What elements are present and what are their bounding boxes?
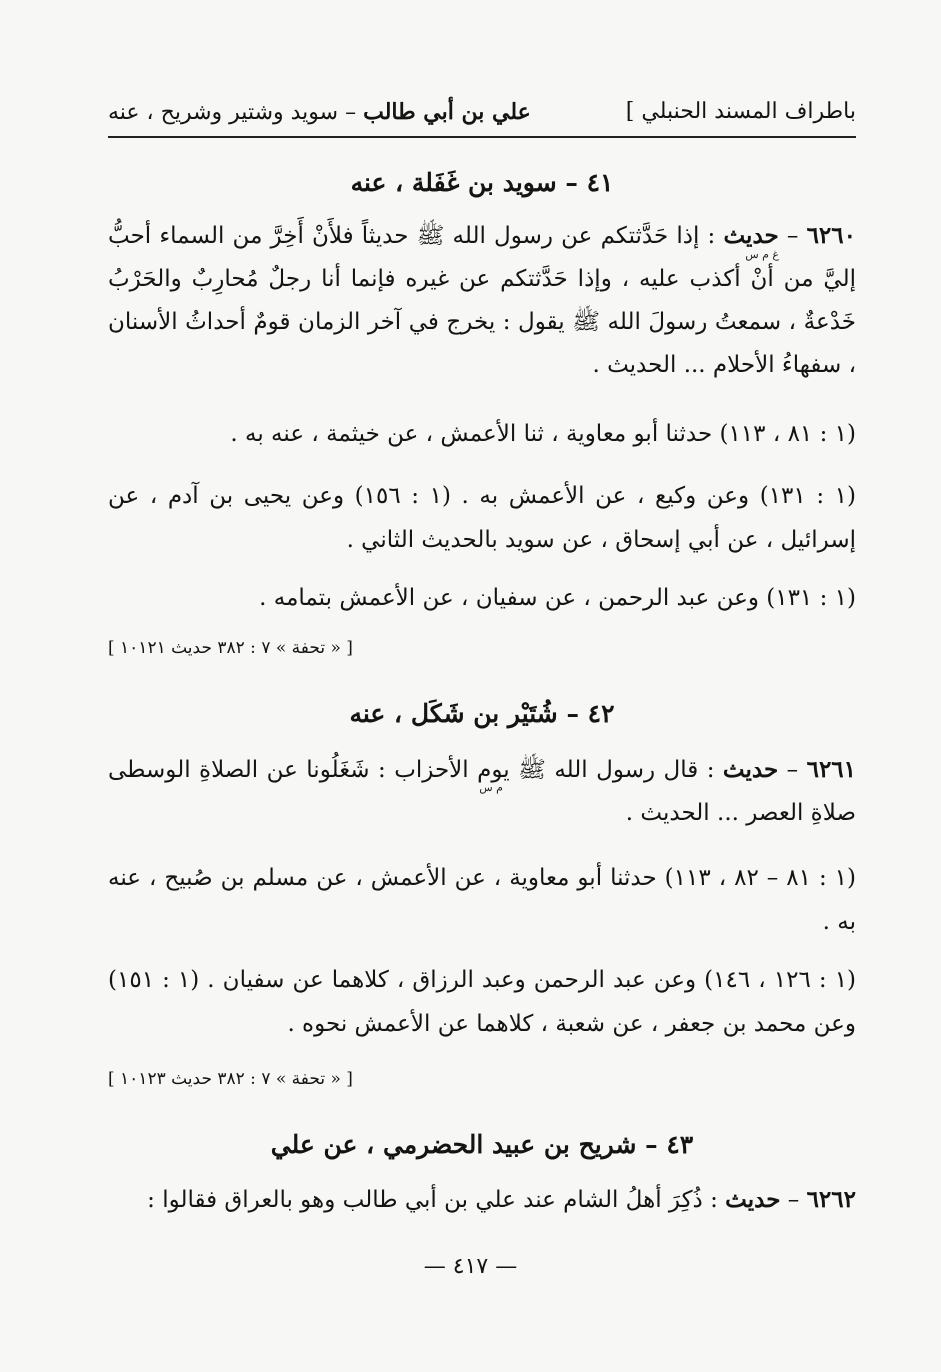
page-number: — ٤١٧ — — [423, 1254, 518, 1279]
source-line: (١ : ١٢٦ ، ١٤٦) وعن عبد الرحمن وعبد الرزاق ، كلاهما عن سفيان . (١ : ١٥١) وعن محمد بن جعفر ، عن شعبة ، كلاهما عن الأعمش نحوه . — [108, 967, 857, 1037]
source-line: (١ : ٨١ – ٨٢ ، ١١٣) حدثنا أبو معاوية ، عن الأعمش ، عن مسلم بن صُبيح ، عنه به . — [108, 865, 857, 935]
header-rule — [108, 136, 856, 138]
section-title-41: ٤١ – سويد بن غَفَلة ، عنه — [350, 168, 614, 197]
header-chapter-name: علي بن أبي طالب — [363, 99, 531, 125]
hadith-text: : إذا حَدَّثتكم عن رسول الله ﷺ حديثاً فلأَنْ أَخِرَّ من السماء أحبُّ إليَّ من أنْ أكذب عليه ، وإذا حَدَّثتكم عن غيره فإنما أنا رجلٌ مُحارِبٌ والحَرْبُ خَدْعةٌ ، سمعتُ رسولَ الله ﷺ يقول : يخرج في آخر الزمان قومٌ أحداثُ الأسنان ، سفهاءُ الأحلام ... الحديث . — [108, 223, 856, 378]
hadith-keyword: حديث — [723, 222, 779, 249]
hadith-6262: ٦٢٦٢ – حديث : ذُكِرَ أهلُ الشام عند علي بن أبي طالب وهو بالعراق فقالوا : — [147, 1186, 856, 1213]
tuhfa-reference: [ « تحفة » ٧ : ٣٨٢ حديث ١٠١٢٣ ] — [108, 1069, 353, 1089]
source-line: (١ : ٨١ ، ١١٣) حدثنا أبو معاوية ، ثنا الأعمش ، عن خيثمة ، عنه به . — [230, 421, 856, 447]
hadith-keyword: حديث — [725, 1186, 781, 1213]
hadith-text: : ذُكِرَ أهلُ الشام عند علي بن أبي طالب وهو بالعراق فقالوا : — [147, 1187, 726, 1213]
hadith-text: : قال رسول الله ﷺ يوم الأحزاب : شَغَلُونا عن الصلاةِ الوسطى صلاةِ العصر ... الحديث . — [108, 757, 856, 826]
source-line: (١ : ١٣١) وعن عبد الرحمن ، عن سفيان ، عن الأعمش بتمامه . — [259, 585, 856, 611]
section-title-43: ٤٣ – شريح بن عبيد الحضرمي ، عن علي — [270, 1130, 694, 1159]
tuhfa-reference: [ « تحفة » ٧ : ٣٨٢ حديث ١٠١٢١ ] — [108, 638, 353, 658]
header-chapter — [108, 92, 531, 133]
hadith-keyword: حديث — [722, 756, 779, 783]
siglum-6261: م س — [479, 781, 503, 794]
hadith-number: ٦٢٦١ — [806, 756, 857, 783]
source-line: (١ : ١٣١) وعن وكيع ، عن الأعمش به . (١ : ١٥٦) وعن يحيى بن آدم ، عن إسرائيل ، عن أبي إسحاق ، عن سويد بالحديث الثاني . — [108, 483, 857, 553]
siglum-6260: غ م س — [745, 248, 779, 261]
running-header — [108, 92, 856, 132]
header-chapter-subjects: – سويد وشتير وشريح ، عنه — [108, 100, 364, 125]
header-book-title: باطراف المسند الحنبلي ] — [625, 99, 856, 124]
hadith-6260: ٦٢٦٠ – حديث : إذا حَدَّثتكم عن رسول الله ﷺ حديثاً فلأَنْ أَخِرَّ من السماء أحبُّ إليَّ من أنْ أكذب عليه ، وإذا حَدَّثتكم عن غيره فإنما أنا رجلٌ مُحارِبٌ والحَرْبُ خَدْعةٌ ، سمعتُ رسولَ الله ﷺ يقول : يخرج في آخر الزمان قومٌ أحداثُ الأسنان ، سفهاءُ الأحلام ... الحديث . — [108, 222, 856, 378]
section-title-42: ٤٢ – شُتَيْر بن شَكَل ، عنه — [349, 699, 615, 728]
hadith-6261: ٦٢٦١ – حديث : قال رسول الله ﷺ يوم الأحزاب : شَغَلُونا عن الصلاةِ الوسطى صلاةِ العصر ... الحديث . — [108, 756, 857, 826]
hadith-number: ٦٢٦٢ — [806, 1186, 856, 1213]
hadith-number: ٦٢٦٠ — [806, 222, 856, 249]
